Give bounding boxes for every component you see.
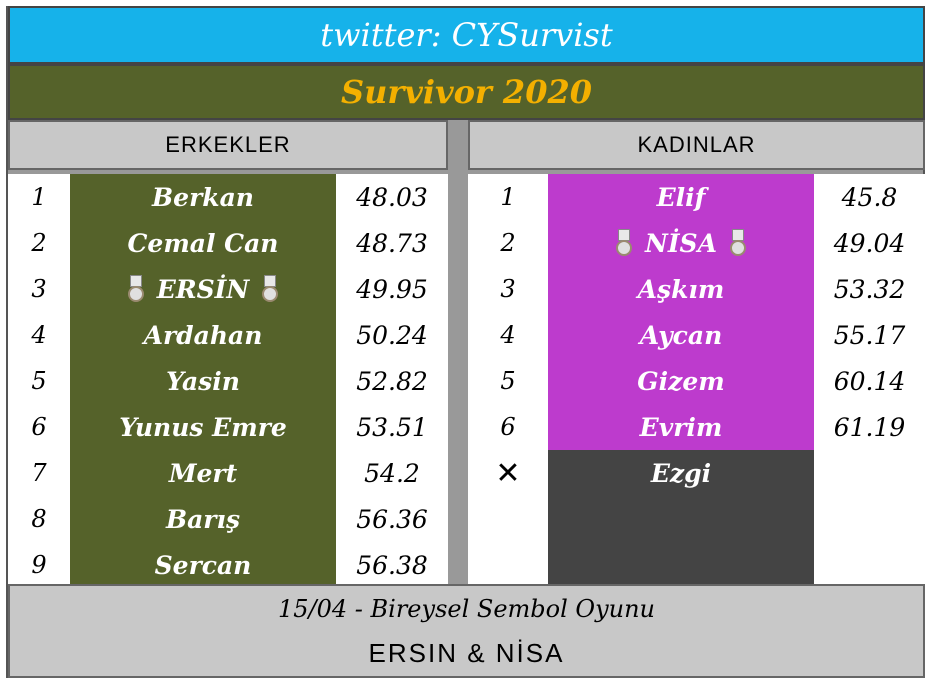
contestant-name: [70, 450, 336, 496]
men-row: [8, 358, 448, 404]
contestant-name-text: Evrim: [639, 412, 723, 442]
time-value: 54.2: [364, 458, 420, 488]
contestant-name-text: Yasin: [166, 366, 240, 396]
women-header-label: KADINLAR: [637, 132, 756, 157]
time-value: [814, 450, 925, 496]
contestant-name-text: Sercan: [154, 550, 252, 580]
rank-number: 9: [31, 551, 47, 579]
men-row: [8, 312, 448, 358]
women-header: [468, 120, 925, 170]
men-header: [8, 120, 448, 170]
contestant-name-text: Yunus Emre: [119, 412, 287, 442]
women-rows: [468, 174, 925, 584]
time-value: 56.38: [356, 550, 428, 580]
footer: [8, 584, 925, 678]
contestant-name-text: Mert: [168, 458, 238, 488]
women-panel: [468, 120, 925, 584]
rank-number: 6: [500, 413, 516, 441]
rank-number: 2: [500, 229, 516, 257]
women-row: [468, 450, 925, 496]
rank-number: 3: [500, 275, 516, 303]
contestant-name-text: Berkan: [152, 182, 254, 212]
women-row: [468, 266, 925, 312]
contestant-name: [70, 542, 336, 588]
medal-icon: [261, 275, 279, 303]
men-row: [8, 266, 448, 312]
rank-number: 3: [31, 275, 47, 303]
contestant-name-text: Cemal Can: [127, 228, 279, 258]
women-row: [468, 220, 925, 266]
contestant-name: [70, 404, 336, 450]
men-rows: [8, 174, 448, 584]
contestant-name-text: ERSİN: [156, 274, 250, 304]
men-panel: [8, 120, 448, 584]
title-bar: [8, 64, 925, 120]
contestant-name-text: Elif: [656, 182, 706, 212]
contestant-name-text: Ezgi: [650, 458, 712, 488]
rank-number: 7: [31, 459, 47, 487]
men-row: [8, 174, 448, 220]
time-value: 53.32: [833, 274, 906, 304]
time-value: 52.82: [356, 366, 428, 396]
footer-winners: ERSIN & NİSA: [368, 637, 565, 668]
contestant-name-text: Ardahan: [143, 320, 263, 350]
contestant-name: [70, 220, 336, 266]
time-value: 49.04: [833, 228, 906, 258]
contestant-name-text: NİSA: [645, 228, 717, 258]
contestant-name-text: Gizem: [637, 366, 725, 396]
contestant-name: [548, 358, 814, 404]
time-value: 56.36: [356, 504, 428, 534]
medal-icon: [615, 229, 633, 257]
contestant-name: [548, 266, 814, 312]
page-title: Survivor 2020: [341, 73, 592, 111]
footer-event: 15/04 - Bireysel Sembol Oyunu: [277, 595, 656, 623]
time-value: 48.73: [356, 228, 428, 258]
twitter-handle-bar: [8, 6, 925, 64]
contestant-name: [548, 404, 814, 450]
men-row: [8, 496, 448, 542]
men-row: [8, 542, 448, 588]
women-row: [468, 174, 925, 220]
time-value: 61.19: [833, 412, 906, 442]
contestant-name: [548, 220, 814, 266]
medal-icon: [729, 229, 747, 257]
eliminated-icon: ✕: [495, 455, 521, 491]
contestant-name: [548, 450, 814, 496]
contestant-name: [70, 174, 336, 220]
women-row: [468, 312, 925, 358]
women-row: [468, 358, 925, 404]
rank-number: 5: [500, 367, 516, 395]
men-row: [8, 220, 448, 266]
contestant-name: [70, 496, 336, 542]
rank-number: 8: [31, 505, 47, 533]
contestant-name-text: Aşkım: [637, 274, 725, 304]
rank-number: 2: [31, 229, 47, 257]
rank-number: 4: [31, 321, 47, 349]
time-value: 49.95: [356, 274, 428, 304]
twitter-handle: twitter: CYSurvist: [320, 16, 613, 54]
rank-number: 1: [31, 183, 47, 211]
men-header-label: ERKEKLER: [165, 132, 291, 157]
time-value: 60.14: [833, 366, 906, 396]
rank-number: 5: [31, 367, 47, 395]
rank-number: 1: [500, 183, 516, 211]
medal-icon: [127, 275, 145, 303]
contestant-name: [548, 174, 814, 220]
contestant-name-text: Aycan: [639, 320, 723, 350]
time-value: 53.51: [356, 412, 428, 442]
contestant-name: [70, 266, 336, 312]
women-row: [468, 404, 925, 450]
contestant-name: [70, 312, 336, 358]
men-row: [8, 404, 448, 450]
rank-number: 6: [31, 413, 47, 441]
time-value: 48.03: [356, 182, 428, 212]
time-value: 50.24: [356, 320, 428, 350]
panel-divider: [448, 120, 468, 584]
men-row: [8, 450, 448, 496]
rank-number: 4: [500, 321, 516, 349]
contestant-name: [70, 358, 336, 404]
time-value: 45.8: [841, 182, 898, 212]
contestant-name: [548, 312, 814, 358]
time-value: 55.17: [833, 320, 906, 350]
contestant-name-text: Barış: [165, 504, 241, 534]
